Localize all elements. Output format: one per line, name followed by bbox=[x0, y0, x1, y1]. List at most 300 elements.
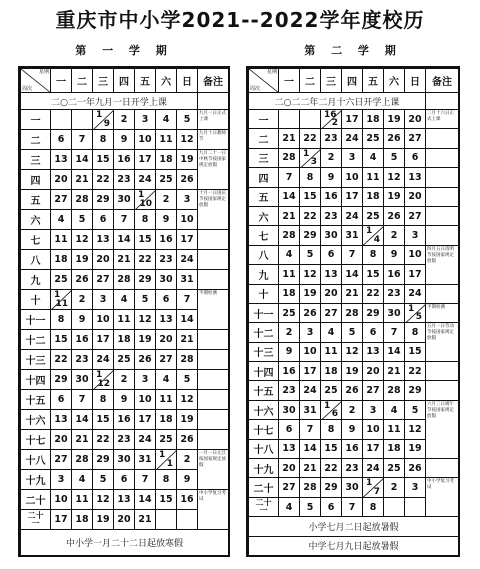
day-cell: 19 bbox=[93, 510, 114, 530]
day-cell: 3 bbox=[342, 148, 363, 167]
month-start-cell bbox=[300, 148, 321, 167]
week-number: 二十 一 bbox=[249, 497, 279, 516]
weekday-header: 三 bbox=[93, 69, 114, 93]
day-cell: 5 bbox=[384, 148, 405, 167]
empty-day-cell bbox=[51, 110, 72, 130]
day-cell: 17 bbox=[300, 362, 321, 381]
day-cell: 3 bbox=[300, 323, 321, 342]
page-title: 重庆市中小学2021--2022学年度校历 bbox=[55, 8, 425, 32]
week-number: 二十 bbox=[249, 478, 279, 497]
day-cell: 24 bbox=[342, 129, 363, 148]
day-cell: 8 bbox=[156, 470, 177, 490]
day-cell: 27 bbox=[405, 206, 426, 225]
day-cell: 31 bbox=[300, 400, 321, 419]
day-cell: 11 bbox=[363, 168, 384, 187]
week-row bbox=[21, 210, 229, 230]
month-number: 3 bbox=[310, 157, 317, 168]
week-row bbox=[21, 270, 229, 290]
weekday-header: 日 bbox=[405, 69, 426, 93]
notes-cell bbox=[426, 187, 459, 206]
weekday-header: 三 bbox=[321, 69, 342, 93]
day-cell: 2 bbox=[177, 450, 198, 470]
week-number: 八 bbox=[249, 245, 279, 264]
day-cell: 11 bbox=[72, 490, 93, 510]
day-cell: 6 bbox=[363, 323, 384, 342]
week-row bbox=[249, 187, 459, 206]
header-corner bbox=[21, 69, 51, 93]
day-cell: 10 bbox=[363, 420, 384, 439]
day-cell: 21 bbox=[177, 330, 198, 350]
week-number: 十七 bbox=[249, 420, 279, 439]
month-start-cell bbox=[51, 290, 72, 310]
day-cell: 4 bbox=[114, 290, 135, 310]
day-number: 1 bbox=[96, 370, 103, 380]
day-cell: 18 bbox=[279, 284, 300, 303]
day-cell: 28 bbox=[342, 303, 363, 322]
month-number: 5 bbox=[415, 312, 422, 323]
day-cell: 7 bbox=[300, 420, 321, 439]
day-cell: 25 bbox=[156, 430, 177, 450]
day-cell: 20 bbox=[321, 284, 342, 303]
day-cell: 5 bbox=[342, 323, 363, 342]
day-cell: 19 bbox=[405, 439, 426, 458]
day-cell: 29 bbox=[405, 381, 426, 400]
note-cell: 六月三日端午节按国家规定放假 bbox=[426, 400, 459, 458]
week-number: 五 bbox=[21, 190, 51, 210]
day-cell: 28 bbox=[114, 270, 135, 290]
day-cell: 13 bbox=[321, 265, 342, 284]
day-cell: 14 bbox=[279, 187, 300, 206]
vacation-footer: 中小学一月二十二日起放寒假 bbox=[21, 530, 229, 556]
day-cell: 3 bbox=[135, 370, 156, 390]
day-cell: 21 bbox=[279, 129, 300, 148]
week-number: 十九 bbox=[249, 459, 279, 478]
notes-cell bbox=[426, 148, 459, 167]
day-cell: 11 bbox=[279, 265, 300, 284]
day-cell: 23 bbox=[279, 381, 300, 400]
day-cell: 2 bbox=[321, 148, 342, 167]
day-cell: 28 bbox=[279, 226, 300, 245]
day-cell: 4 bbox=[156, 110, 177, 130]
day-cell: 21 bbox=[135, 510, 156, 530]
day-cell: 6 bbox=[405, 148, 426, 167]
week-number: 十二 bbox=[249, 323, 279, 342]
day-cell: 26 bbox=[405, 459, 426, 478]
day-cell: 14 bbox=[384, 342, 405, 361]
day-number: 1 bbox=[96, 110, 103, 120]
day-cell: 9 bbox=[321, 168, 342, 187]
day-cell: 29 bbox=[300, 226, 321, 245]
day-cell: 14 bbox=[177, 310, 198, 330]
week-row bbox=[249, 110, 459, 129]
day-cell: 6 bbox=[321, 497, 342, 516]
day-cell: 25 bbox=[114, 350, 135, 370]
day-cell: 3 bbox=[51, 470, 72, 490]
day-cell: 14 bbox=[72, 410, 93, 430]
week-number: 十六 bbox=[249, 400, 279, 419]
day-cell: 13 bbox=[51, 150, 72, 170]
week-row bbox=[21, 410, 229, 430]
day-cell: 27 bbox=[321, 303, 342, 322]
notes-cell bbox=[426, 362, 459, 381]
empty-day-cell bbox=[72, 110, 93, 130]
day-cell: 16 bbox=[342, 439, 363, 458]
day-cell: 4 bbox=[321, 323, 342, 342]
day-cell: 25 bbox=[279, 303, 300, 322]
week-number: 九 bbox=[21, 270, 51, 290]
week-row bbox=[249, 303, 459, 322]
week-row bbox=[21, 190, 229, 210]
day-cell: 17 bbox=[177, 230, 198, 250]
day-cell: 21 bbox=[72, 430, 93, 450]
day-cell: 15 bbox=[321, 439, 342, 458]
day-cell: 31 bbox=[177, 270, 198, 290]
day-cell: 20 bbox=[363, 362, 384, 381]
day-cell: 20 bbox=[93, 250, 114, 270]
week-row bbox=[249, 168, 459, 187]
day-cell: 28 bbox=[384, 381, 405, 400]
day-cell: 17 bbox=[51, 510, 72, 530]
weekday-header: 五 bbox=[135, 69, 156, 93]
day-cell: 2 bbox=[114, 110, 135, 130]
notes-cell bbox=[426, 459, 459, 478]
day-cell: 28 bbox=[72, 450, 93, 470]
day-cell: 2 bbox=[72, 290, 93, 310]
month-number: 7 bbox=[373, 486, 380, 497]
week-number: 十五 bbox=[249, 381, 279, 400]
week-number: 三 bbox=[249, 148, 279, 167]
day-cell: 28 bbox=[177, 350, 198, 370]
day-number: 16 bbox=[324, 110, 337, 120]
semester-2-title: 第 二 学 期 bbox=[304, 44, 402, 57]
day-cell: 23 bbox=[114, 170, 135, 190]
week-number: 一 bbox=[21, 110, 51, 130]
day-cell: 6 bbox=[51, 130, 72, 150]
week-row bbox=[249, 323, 459, 342]
day-cell: 19 bbox=[177, 150, 198, 170]
day-cell: 21 bbox=[72, 170, 93, 190]
week-row bbox=[21, 230, 229, 250]
day-cell: 27 bbox=[51, 450, 72, 470]
week-row bbox=[249, 459, 459, 478]
notes-cell bbox=[426, 284, 459, 303]
notes-cell bbox=[198, 250, 229, 270]
notes-cell bbox=[426, 381, 459, 400]
semester-2-calendar bbox=[246, 66, 460, 557]
week-row bbox=[249, 381, 459, 400]
day-cell: 6 bbox=[321, 245, 342, 264]
day-cell: 7 bbox=[342, 245, 363, 264]
day-cell: 8 bbox=[93, 390, 114, 410]
week-number: 四 bbox=[249, 168, 279, 187]
week-number: 六 bbox=[21, 210, 51, 230]
day-cell: 7 bbox=[279, 168, 300, 187]
day-cell: 3 bbox=[135, 110, 156, 130]
weekday-header: 二 bbox=[300, 69, 321, 93]
day-cell: 25 bbox=[363, 206, 384, 225]
day-cell: 16 bbox=[279, 362, 300, 381]
day-cell: 7 bbox=[72, 130, 93, 150]
day-cell: 30 bbox=[279, 400, 300, 419]
corner-week-label: 周次 bbox=[250, 86, 261, 92]
day-cell: 10 bbox=[135, 130, 156, 150]
day-cell: 24 bbox=[93, 350, 114, 370]
day-cell: 18 bbox=[384, 439, 405, 458]
day-cell: 29 bbox=[363, 303, 384, 322]
notes-cell bbox=[198, 410, 229, 430]
day-cell: 16 bbox=[114, 150, 135, 170]
month-number: 12 bbox=[97, 379, 110, 389]
week-number: 七 bbox=[21, 230, 51, 250]
day-cell: 2 bbox=[156, 190, 177, 210]
day-cell: 22 bbox=[300, 129, 321, 148]
week-row bbox=[249, 245, 459, 264]
day-cell: 24 bbox=[342, 206, 363, 225]
day-cell: 7 bbox=[72, 390, 93, 410]
day-cell: 28 bbox=[300, 478, 321, 497]
day-cell: 16 bbox=[177, 490, 198, 510]
day-cell: 23 bbox=[384, 284, 405, 303]
day-cell: 2 bbox=[279, 323, 300, 342]
day-cell: 19 bbox=[72, 250, 93, 270]
week-number: 四 bbox=[21, 170, 51, 190]
week-row bbox=[21, 310, 229, 330]
day-cell: 20 bbox=[51, 170, 72, 190]
day-cell: 4 bbox=[384, 400, 405, 419]
week-row bbox=[21, 430, 229, 450]
day-cell: 18 bbox=[51, 250, 72, 270]
weekday-header: 六 bbox=[384, 69, 405, 93]
day-cell: 15 bbox=[405, 342, 426, 361]
week-number: 十八 bbox=[21, 450, 51, 470]
day-cell: 24 bbox=[177, 250, 198, 270]
day-cell: 12 bbox=[342, 342, 363, 361]
header-corner bbox=[249, 69, 279, 93]
weekday-header: 六 bbox=[156, 69, 177, 93]
day-cell: 9 bbox=[342, 420, 363, 439]
note-cell: 半期检测 bbox=[426, 303, 459, 322]
corner-week-label: 周次 bbox=[22, 86, 33, 92]
day-cell: 9 bbox=[72, 310, 93, 330]
day-cell: 5 bbox=[177, 370, 198, 390]
day-cell: 9 bbox=[114, 390, 135, 410]
week-number: 十三 bbox=[21, 350, 51, 370]
day-cell: 24 bbox=[405, 284, 426, 303]
day-cell: 26 bbox=[384, 206, 405, 225]
month-start-cell bbox=[321, 400, 342, 419]
day-cell: 26 bbox=[72, 270, 93, 290]
day-cell: 7 bbox=[384, 323, 405, 342]
month-start-cell bbox=[93, 110, 114, 130]
notes-cell bbox=[198, 350, 229, 370]
week-number: 九 bbox=[249, 265, 279, 284]
day-cell: 11 bbox=[321, 342, 342, 361]
week-row bbox=[249, 362, 459, 381]
day-cell: 19 bbox=[384, 110, 405, 129]
weekday-header: 四 bbox=[342, 69, 363, 93]
day-cell: 20 bbox=[51, 430, 72, 450]
vacation-footer: 中学七月九日起放暑假 bbox=[249, 536, 459, 555]
day-cell: 16 bbox=[156, 230, 177, 250]
day-cell: 6 bbox=[279, 420, 300, 439]
day-cell: 30 bbox=[321, 226, 342, 245]
day-cell: 29 bbox=[321, 478, 342, 497]
notes-cell bbox=[198, 390, 229, 410]
day-number: 1 bbox=[54, 290, 61, 300]
week-row bbox=[21, 390, 229, 410]
week-row bbox=[21, 490, 229, 510]
day-cell: 27 bbox=[156, 350, 177, 370]
day-cell: 8 bbox=[135, 210, 156, 230]
day-cell: 28 bbox=[72, 190, 93, 210]
day-cell: 3 bbox=[177, 190, 198, 210]
notes-cell bbox=[198, 430, 229, 450]
month-number: 4 bbox=[373, 234, 380, 245]
week-number: 十 bbox=[249, 284, 279, 303]
day-cell: 24 bbox=[363, 459, 384, 478]
day-cell: 10 bbox=[135, 390, 156, 410]
notes-cell bbox=[198, 93, 229, 110]
day-cell: 12 bbox=[177, 130, 198, 150]
day-cell: 10 bbox=[405, 245, 426, 264]
semester-1-calendar bbox=[18, 66, 230, 557]
week-number: 七 bbox=[249, 226, 279, 245]
day-cell: 13 bbox=[156, 310, 177, 330]
month-number: 6 bbox=[331, 409, 338, 420]
day-cell: 5 bbox=[300, 245, 321, 264]
day-number: 1 bbox=[366, 226, 373, 237]
day-cell: 31 bbox=[135, 450, 156, 470]
month-number: 11 bbox=[55, 299, 68, 309]
day-cell: 24 bbox=[300, 381, 321, 400]
day-cell: 8 bbox=[363, 497, 384, 516]
week-number: 十 bbox=[21, 290, 51, 310]
day-cell: 13 bbox=[93, 230, 114, 250]
start-banner: 二○二一年九月一日开学上课 bbox=[21, 93, 198, 110]
day-cell: 12 bbox=[72, 230, 93, 250]
day-cell: 16 bbox=[384, 265, 405, 284]
empty-day-cell bbox=[405, 497, 426, 516]
day-cell: 15 bbox=[93, 410, 114, 430]
day-cell: 20 bbox=[405, 110, 426, 129]
day-cell: 3 bbox=[363, 400, 384, 419]
day-cell: 24 bbox=[135, 170, 156, 190]
month-start-cell bbox=[405, 303, 426, 322]
day-cell: 14 bbox=[135, 490, 156, 510]
day-cell: 19 bbox=[384, 187, 405, 206]
day-cell: 3 bbox=[405, 226, 426, 245]
day-cell: 30 bbox=[72, 370, 93, 390]
notes-cell bbox=[426, 93, 459, 110]
day-cell: 8 bbox=[363, 245, 384, 264]
day-cell: 11 bbox=[156, 130, 177, 150]
weekday-header: 四 bbox=[114, 69, 135, 93]
note-cell: 四月五日清明节按国家规定放假 bbox=[426, 245, 459, 284]
day-cell: 22 bbox=[300, 206, 321, 225]
day-cell: 28 bbox=[279, 148, 300, 167]
day-cell: 19 bbox=[342, 362, 363, 381]
empty-day-cell bbox=[384, 497, 405, 516]
day-cell: 25 bbox=[384, 459, 405, 478]
week-number: 十三 bbox=[249, 342, 279, 361]
day-cell: 17 bbox=[93, 330, 114, 350]
day-cell: 13 bbox=[405, 168, 426, 187]
week-number: 十五 bbox=[21, 390, 51, 410]
day-cell: 10 bbox=[342, 168, 363, 187]
day-cell: 23 bbox=[156, 250, 177, 270]
day-cell: 11 bbox=[156, 390, 177, 410]
day-cell: 17 bbox=[135, 150, 156, 170]
day-cell: 18 bbox=[363, 187, 384, 206]
day-cell: 14 bbox=[342, 265, 363, 284]
day-number: 1 bbox=[303, 148, 310, 159]
week-row bbox=[21, 290, 229, 310]
day-cell: 11 bbox=[384, 420, 405, 439]
day-cell: 21 bbox=[300, 459, 321, 478]
day-cell: 3 bbox=[93, 290, 114, 310]
day-cell: 23 bbox=[72, 350, 93, 370]
day-cell: 2 bbox=[114, 370, 135, 390]
day-cell: 19 bbox=[177, 410, 198, 430]
day-cell: 22 bbox=[321, 459, 342, 478]
day-cell: 29 bbox=[135, 270, 156, 290]
day-number: 1 bbox=[159, 450, 166, 460]
day-cell: 9 bbox=[177, 470, 198, 490]
week-row bbox=[21, 110, 229, 130]
day-cell: 20 bbox=[405, 187, 426, 206]
day-cell: 5 bbox=[135, 290, 156, 310]
month-number: 2 bbox=[331, 118, 338, 129]
semester-1-title: 第 一 学 期 bbox=[75, 44, 173, 57]
day-cell: 13 bbox=[279, 439, 300, 458]
day-number: 1 bbox=[408, 303, 415, 314]
day-cell: 30 bbox=[114, 190, 135, 210]
month-start-cell bbox=[363, 226, 384, 245]
day-cell: 7 bbox=[114, 210, 135, 230]
day-cell: 22 bbox=[405, 362, 426, 381]
week-row bbox=[21, 250, 229, 270]
day-cell: 10 bbox=[177, 210, 198, 230]
day-cell: 5 bbox=[177, 110, 198, 130]
weekday-header: 五 bbox=[363, 69, 384, 93]
day-cell: 2 bbox=[384, 478, 405, 497]
week-row bbox=[249, 284, 459, 303]
day-cell: 6 bbox=[114, 470, 135, 490]
day-cell: 7 bbox=[135, 470, 156, 490]
day-cell: 17 bbox=[135, 410, 156, 430]
day-cell: 26 bbox=[342, 381, 363, 400]
day-cell: 20 bbox=[279, 459, 300, 478]
day-cell: 4 bbox=[279, 245, 300, 264]
day-cell: 22 bbox=[93, 170, 114, 190]
day-cell: 8 bbox=[51, 310, 72, 330]
day-cell: 8 bbox=[405, 323, 426, 342]
empty-day-cell bbox=[300, 110, 321, 129]
month-number: 10 bbox=[139, 199, 152, 209]
day-cell: 5 bbox=[72, 210, 93, 230]
note-cell: 中小学复习考试 bbox=[426, 478, 459, 517]
month-number: 9 bbox=[103, 119, 110, 129]
note-cell: 二月十六日正式上课 bbox=[426, 110, 459, 129]
day-cell: 8 bbox=[321, 420, 342, 439]
day-cell: 10 bbox=[93, 310, 114, 330]
day-cell: 17 bbox=[363, 439, 384, 458]
day-cell: 18 bbox=[363, 110, 384, 129]
day-cell: 21 bbox=[342, 284, 363, 303]
day-cell: 4 bbox=[72, 470, 93, 490]
day-cell: 23 bbox=[342, 459, 363, 478]
calendar-table bbox=[248, 68, 459, 556]
